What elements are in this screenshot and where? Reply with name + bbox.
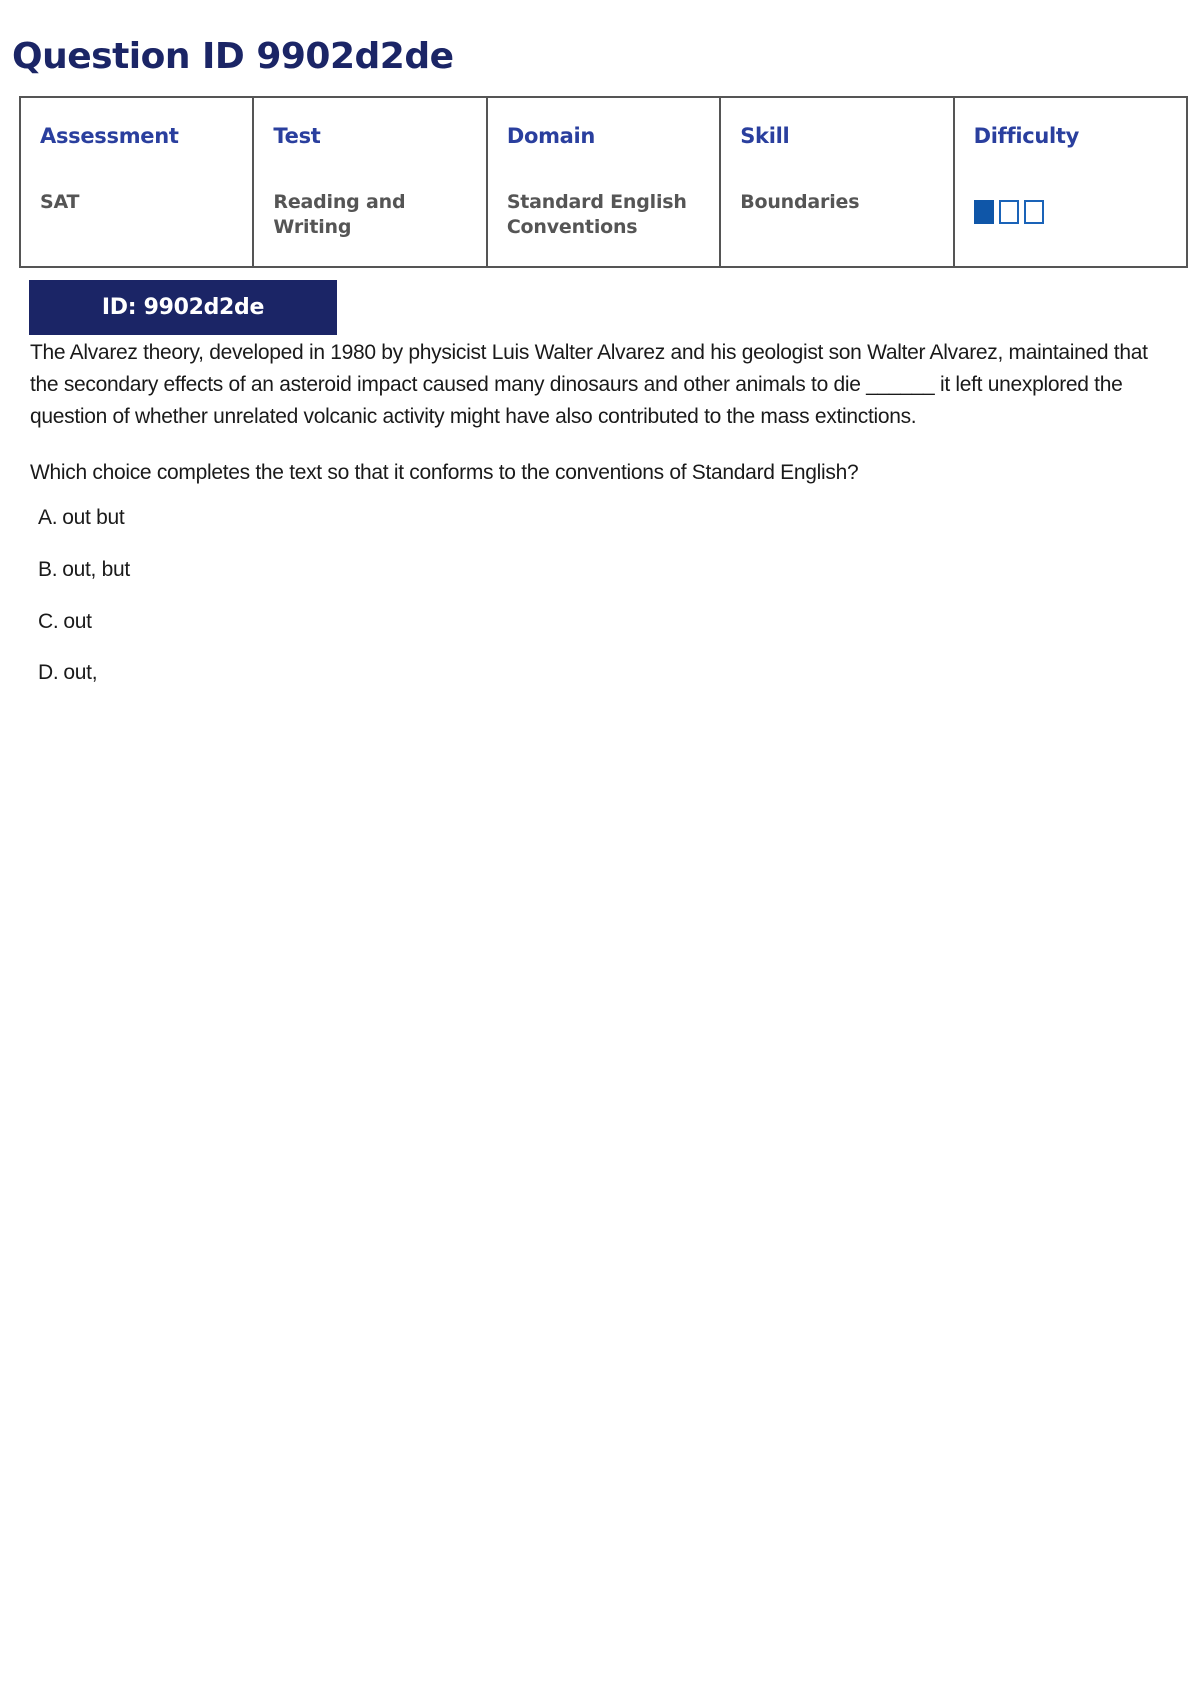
difficulty-header: Difficulty: [973, 124, 1080, 148]
assessment-value: SAT: [40, 191, 80, 213]
choice-text: out,: [63, 661, 98, 684]
difficulty-box-empty: [999, 200, 1019, 224]
test-header: Test: [273, 124, 321, 148]
question-prompt: Which choice completes the text so that it conforms to the conventions of Standard English?: [30, 461, 859, 484]
domain-cell: [488, 98, 721, 266]
question-passage: The Alvarez theory, developed in 1980 by physicist Luis Walter Alvarez and his geologist son Walter Alvarez, maintained that the secondary effects of an asteroid impact caused many dinosaurs and other animals to die ______ it left unexplored the question of whether unrelated volcanic activity might have also contributed to the mass extinctions.: [30, 341, 1148, 428]
choice-letter: D.: [38, 661, 59, 684]
choice-letter: A.: [38, 506, 58, 529]
choice-text: out but: [62, 506, 125, 529]
test-value: Reading and Writing: [273, 191, 406, 238]
domain-value: Standard English Conventions: [506, 191, 687, 238]
assessment-header: Assessment: [40, 124, 179, 148]
difficulty-box-empty: [1024, 200, 1044, 224]
skill-header: Skill: [740, 124, 790, 148]
question-metadata-table: [19, 96, 1188, 268]
choice-d[interactable]: [38, 655, 97, 691]
choice-b[interactable]: [38, 552, 130, 588]
page-title: Question ID 9902d2de: [12, 36, 454, 77]
domain-header: Domain: [506, 124, 596, 148]
skill-value: Boundaries: [740, 191, 860, 213]
choice-a[interactable]: [38, 500, 124, 536]
test-cell: [254, 98, 487, 266]
assessment-cell: [21, 98, 254, 266]
skill-cell: [721, 98, 954, 266]
question-id-banner: ID: 9902d2de: [29, 280, 337, 335]
choice-text: out, but: [62, 558, 130, 581]
choice-letter: B.: [38, 558, 58, 581]
choice-text: out: [63, 610, 92, 633]
choice-c[interactable]: [38, 604, 92, 640]
choice-letter: C.: [38, 610, 59, 633]
difficulty-box-filled: [974, 200, 994, 224]
difficulty-indicator: [974, 200, 1168, 224]
difficulty-cell: [955, 98, 1186, 266]
